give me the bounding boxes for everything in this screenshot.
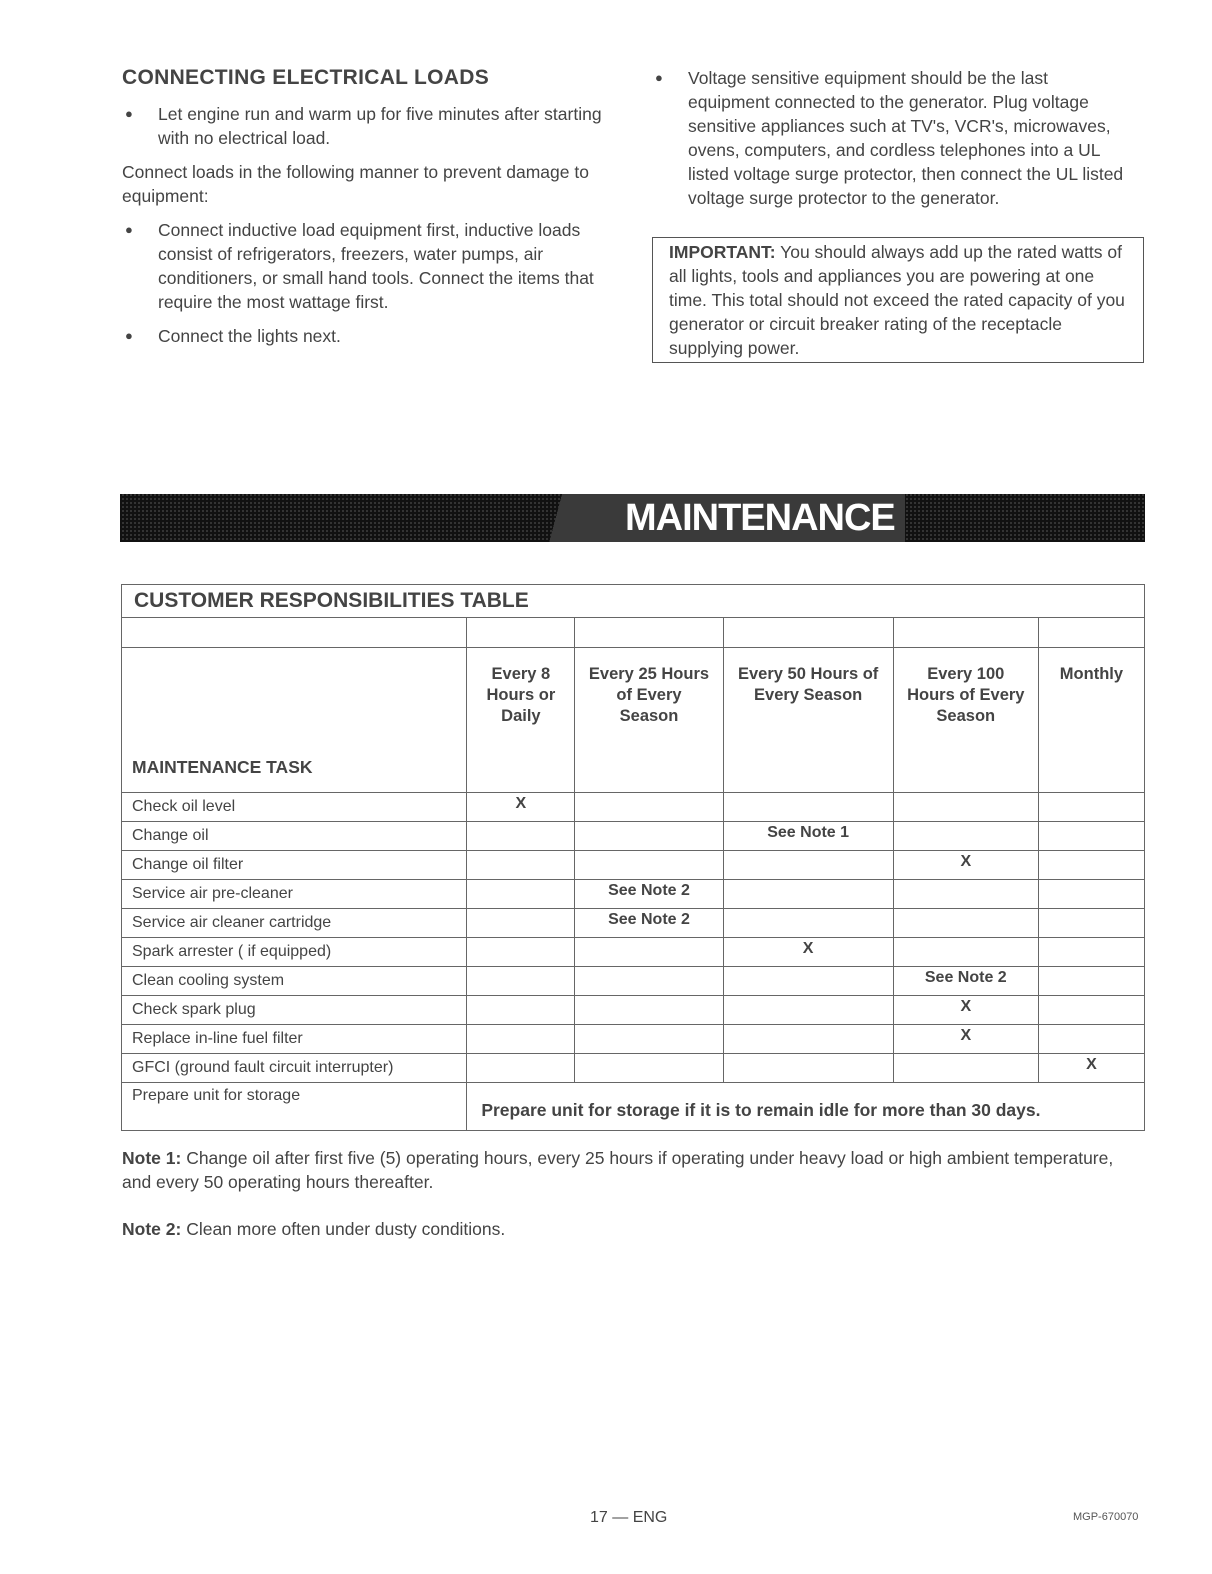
- schedule-cell: X: [893, 851, 1038, 880]
- schedule-cell: X: [1038, 1054, 1144, 1083]
- table-row: [122, 909, 1145, 938]
- bullet-text: Connect inductive load equipment first, inductive loads consist of refrigerators, freezers, water pumps, air conditioners, or small hand tools. Connect the items that require the most wattage first.: [158, 220, 594, 312]
- table-row: [122, 880, 1145, 909]
- note-text: Clean more often under dusty conditions.: [186, 1219, 506, 1239]
- schedule-cell: [575, 996, 723, 1025]
- schedule-cell: [575, 938, 723, 967]
- table-row: [122, 851, 1145, 880]
- schedule-cell: [575, 1025, 723, 1054]
- bullet-icon: ●: [125, 328, 133, 343]
- schedule-cell: [1038, 996, 1144, 1025]
- schedule-cell: See Note 2: [575, 909, 723, 938]
- header-row: [122, 648, 1145, 793]
- schedule-cell: [467, 851, 575, 880]
- bullet-text: Voltage sensitive equipment should be the last equipment connected to the generator. Plug voltage sensitive appliances such at TV's, VCR's, microwaves, ovens, computers, and cordless telephones into a UL listed voltage surge protector, then connect the UL listed voltage surge protector to the generator.: [688, 68, 1124, 208]
- schedule-cell: [467, 1054, 575, 1083]
- schedule-cell: [1038, 880, 1144, 909]
- bullet-text: Connect the lights next.: [158, 326, 341, 346]
- right-column: [652, 66, 1132, 210]
- column-header: Every 50 Hours of Every Season: [723, 648, 893, 793]
- schedule-cell: [1038, 967, 1144, 996]
- bullet-item: [652, 66, 1132, 210]
- table-row: [122, 822, 1145, 851]
- schedule-cell: See Note 1: [723, 822, 893, 851]
- schedule-cell: X: [893, 996, 1038, 1025]
- column-header: Every 100 Hours of Every Season: [893, 648, 1038, 793]
- schedule-cell: [723, 909, 893, 938]
- table-row: [122, 938, 1145, 967]
- table-title: CUSTOMER RESPONSIBILITIES TABLE: [122, 585, 1145, 618]
- spacer-row: [122, 618, 1145, 648]
- schedule-cell: [1038, 851, 1144, 880]
- table-row: [122, 1054, 1145, 1083]
- schedule-cell: [723, 851, 893, 880]
- schedule-cell: [723, 1025, 893, 1054]
- document-code: MGP-670070: [1073, 1511, 1139, 1523]
- schedule-cell: [467, 967, 575, 996]
- schedule-cell: [575, 1054, 723, 1083]
- bullet-text: Let engine run and warm up for five minutes after starting with no electrical load.: [158, 104, 602, 148]
- important-label: IMPORTANT:: [669, 242, 776, 262]
- task-cell: Check oil level: [122, 793, 467, 822]
- bullet-item: [122, 324, 612, 348]
- task-cell: GFCI (ground fault circuit interrupter): [122, 1054, 467, 1083]
- maintenance-banner: [120, 494, 1145, 542]
- customer-responsibilities-table: [121, 584, 1145, 1131]
- task-cell: Check spark plug: [122, 996, 467, 1025]
- note-2: [122, 1217, 1147, 1241]
- task-cell: Service air cleaner cartridge: [122, 909, 467, 938]
- schedule-cell: [723, 1054, 893, 1083]
- schedule-cell: [467, 880, 575, 909]
- schedule-cell: [723, 967, 893, 996]
- important-box: [652, 237, 1144, 363]
- schedule-cell: [1038, 822, 1144, 851]
- schedule-cell: [893, 909, 1038, 938]
- table-row: [122, 967, 1145, 996]
- schedule-cell: [467, 909, 575, 938]
- bullet-icon: ●: [655, 70, 663, 85]
- schedule-cell: X: [467, 793, 575, 822]
- section-heading: CONNECTING ELECTRICAL LOADS: [122, 66, 490, 89]
- schedule-cell: [723, 880, 893, 909]
- schedule-cell: [467, 996, 575, 1025]
- table-row: [122, 793, 1145, 822]
- bullet-item: [122, 218, 612, 314]
- column-header: Monthly: [1038, 648, 1144, 793]
- schedule-cell: [575, 822, 723, 851]
- task-cell: Change oil filter: [122, 851, 467, 880]
- schedule-cell: [1038, 1025, 1144, 1054]
- schedule-cell: [893, 938, 1038, 967]
- schedule-cell: See Note 2: [893, 967, 1038, 996]
- column-header: Every 8 Hours or Daily: [467, 648, 575, 793]
- banner-title: MAINTENANCE: [500, 494, 905, 542]
- schedule-cell: [893, 1054, 1038, 1083]
- note-1: [122, 1146, 1147, 1194]
- schedule-cell: [1038, 909, 1144, 938]
- paragraph: Connect loads in the following manner to prevent damage to equipment:: [122, 162, 589, 206]
- important-text: You should always add up the rated watts of all lights, tools and appliances you are powering at one time. This total should not exceed the rated capacity of you generator or circuit breaker rating of the receptacle supplying power.: [669, 242, 1125, 358]
- schedule-cell: [575, 851, 723, 880]
- schedule-cell: See Note 2: [575, 880, 723, 909]
- task-header: MAINTENANCE TASK: [122, 648, 467, 793]
- bullet-icon: ●: [125, 106, 133, 121]
- storage-row: [122, 1083, 1145, 1131]
- note-label: Note 2:: [122, 1219, 182, 1239]
- task-cell: Service air pre-cleaner: [122, 880, 467, 909]
- table-row: [122, 996, 1145, 1025]
- schedule-cell: [893, 880, 1038, 909]
- storage-instruction: Prepare unit for storage if it is to remain idle for more than 30 days.: [467, 1083, 1145, 1131]
- schedule-cell: [575, 793, 723, 822]
- note-text: Change oil after first five (5) operating hours, every 25 hours if operating under heavy load or high ambient temperature, and every 50 operating hours thereafter.: [122, 1148, 1114, 1192]
- bullet-item: [122, 102, 612, 150]
- schedule-cell: [723, 793, 893, 822]
- table-row: [122, 1025, 1145, 1054]
- task-cell: Replace in-line fuel filter: [122, 1025, 467, 1054]
- schedule-cell: [1038, 938, 1144, 967]
- task-cell: Prepare unit for storage: [122, 1083, 467, 1131]
- schedule-cell: [1038, 793, 1144, 822]
- schedule-cell: [893, 793, 1038, 822]
- schedule-cell: [467, 822, 575, 851]
- schedule-cell: X: [723, 938, 893, 967]
- task-cell: Clean cooling system: [122, 967, 467, 996]
- page-number: 17 — ENG: [590, 1509, 668, 1526]
- note-label: Note 1:: [122, 1148, 182, 1168]
- schedule-cell: X: [893, 1025, 1038, 1054]
- schedule-cell: [467, 1025, 575, 1054]
- column-header: Every 25 Hours of Every Season: [575, 648, 723, 793]
- schedule-cell: [575, 967, 723, 996]
- task-cell: Spark arrester ( if equipped): [122, 938, 467, 967]
- left-column: [122, 102, 612, 348]
- bullet-icon: ●: [125, 222, 133, 237]
- schedule-cell: [893, 822, 1038, 851]
- schedule-cell: [723, 996, 893, 1025]
- task-cell: Change oil: [122, 822, 467, 851]
- schedule-cell: [467, 938, 575, 967]
